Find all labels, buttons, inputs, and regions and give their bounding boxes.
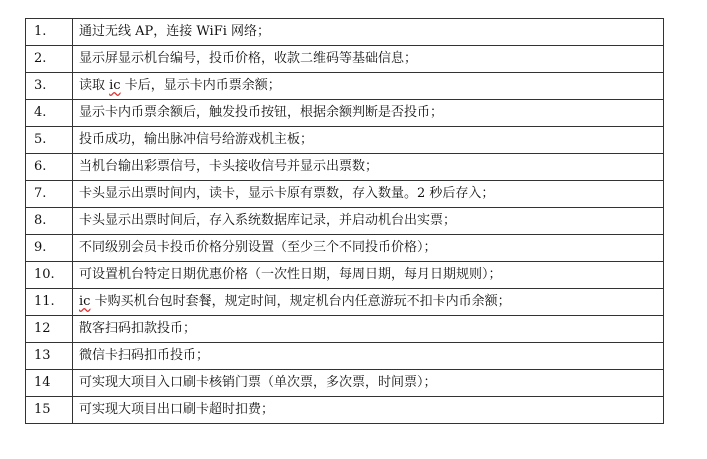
row-number: 8.	[26, 208, 73, 235]
row-text: 通过无线 AP，连接 WiFi 网络；	[73, 19, 664, 46]
spellcheck-marked-word: ic	[79, 294, 91, 309]
row-text: 投币成功，输出脉冲信号给游戏机主板；	[73, 127, 664, 154]
table-row	[26, 397, 664, 424]
table-row	[26, 127, 664, 154]
table-row	[26, 100, 664, 127]
row-text-suffix: 卡购买机台包时套餐，规定时间，规定机台内任意游玩不扣卡内币余额；	[90, 294, 511, 309]
row-text: 卡头显示出票时间内，读卡，显示卡原有票数，存入数量。2 秒后存入；	[73, 181, 664, 208]
row-text: 显示屏显示机台编号，投币价格，收款二维码等基础信息；	[73, 46, 664, 73]
table-row	[26, 235, 664, 262]
row-number: 12	[26, 316, 73, 343]
row-number: 14	[26, 370, 73, 397]
row-number: 10.	[26, 262, 73, 289]
spellcheck-marked-word: ic	[109, 78, 121, 93]
row-number: 9.	[26, 235, 73, 262]
row-text: 散客扫码扣款投币；	[73, 316, 664, 343]
row-text: 可设置机台特定日期优惠价格（一次性日期，每周日期，每月日期规则）；	[73, 262, 664, 289]
table-row	[26, 262, 664, 289]
table-row	[26, 343, 664, 370]
row-text	[73, 289, 664, 316]
row-text: 当机台输出彩票信号，卡头接收信号并显示出票数；	[73, 154, 664, 181]
row-number: 4.	[26, 100, 73, 127]
row-number: 6.	[26, 154, 73, 181]
row-number: 15	[26, 397, 73, 424]
row-number: 7.	[26, 181, 73, 208]
row-number: 13	[26, 343, 73, 370]
row-number: 2.	[26, 46, 73, 73]
row-number: 11.	[26, 289, 73, 316]
row-text: 卡头显示出票时间后，存入系统数据库记录，并启动机台出实票；	[73, 208, 664, 235]
row-number: 3.	[26, 73, 73, 100]
row-text	[73, 73, 664, 100]
row-text-prefix: 读取	[79, 78, 110, 93]
table-row	[26, 370, 664, 397]
row-text: 微信卡扫码扣币投币；	[73, 343, 664, 370]
row-text: 可实现大项目入口刷卡核销门票（单次票，多次票，时间票）；	[73, 370, 664, 397]
table-row	[26, 154, 664, 181]
table-row	[26, 46, 664, 73]
table-row	[26, 316, 664, 343]
row-text-suffix: 卡后，显示卡内币票余额；	[120, 78, 281, 93]
table-row	[26, 181, 664, 208]
table-row	[26, 208, 664, 235]
row-number: 1.	[26, 19, 73, 46]
row-text: 显示卡内币票余额后，触发投币按钮，根据余额判断是否投币；	[73, 100, 664, 127]
row-text: 不同级别会员卡投币价格分别设置（至少三个不同投币价格）；	[73, 235, 664, 262]
table-row	[26, 73, 664, 100]
table-row	[26, 289, 664, 316]
requirements-table	[25, 18, 664, 424]
row-text: 可实现大项目出口刷卡超时扣费；	[73, 397, 664, 424]
row-number: 5.	[26, 127, 73, 154]
table-row	[26, 19, 664, 46]
